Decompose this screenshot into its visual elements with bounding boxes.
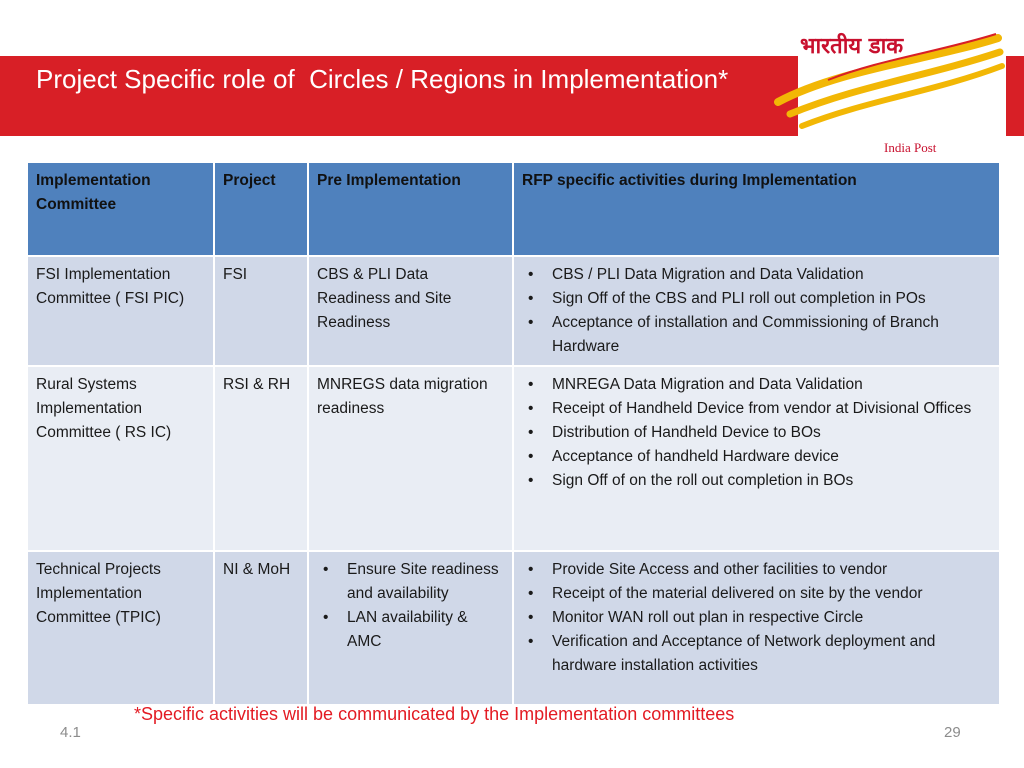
list-item: • Ensure Site readiness and availability bbox=[347, 558, 504, 606]
list-item: • Monitor WAN roll out plan in respective Circle bbox=[552, 606, 991, 630]
list-item: • Sign Off of on the roll out completion in BOs bbox=[552, 469, 991, 493]
list-item: • Distribution of Handheld Device to BOs bbox=[552, 421, 991, 445]
pre-implementation-cell: MNREGS data migration readiness bbox=[308, 366, 513, 551]
section-number: 4.1 bbox=[60, 724, 81, 741]
list-item: • LAN availability & AMC bbox=[347, 606, 504, 654]
logo-hindi-text: भारतीय डाक bbox=[800, 33, 904, 59]
table-row bbox=[27, 256, 1000, 366]
list-item: • Receipt of Handheld Device from vendor at Divisional Offices bbox=[552, 397, 991, 421]
committee-cell: Rural Systems Implementation Committee ( RS IC) bbox=[27, 366, 214, 551]
activities-cell bbox=[513, 366, 1000, 551]
table-header-row bbox=[27, 162, 1000, 256]
table-row bbox=[27, 366, 1000, 551]
project-cell: FSI bbox=[214, 256, 308, 366]
table-row bbox=[27, 551, 1000, 705]
activities-cell bbox=[513, 551, 1000, 705]
implementation-table bbox=[26, 161, 1001, 706]
header-rfp-activities: RFP specific activities during Implementation bbox=[513, 162, 1000, 256]
list-item: • Receipt of the material delivered on site by the vendor bbox=[552, 582, 991, 606]
list-item: • Provide Site Access and other facilities to vendor bbox=[552, 558, 991, 582]
list-item: • Verification and Acceptance of Network deployment and hardware installation activities bbox=[552, 630, 991, 678]
header-pre-implementation: Pre Implementation bbox=[308, 162, 513, 256]
slide-title: Project Specific role of Circles / Regions in Implementation* bbox=[36, 64, 729, 94]
header-project: Project bbox=[214, 162, 308, 256]
committee-cell: Technical Projects Implementation Committee (TPIC) bbox=[27, 551, 214, 705]
footnote: *Specific activities will be communicated by the Implementation committees bbox=[134, 704, 735, 724]
logo-english-text: India Post bbox=[884, 140, 937, 155]
header-committee: Implementation Committee bbox=[27, 162, 214, 256]
list-item: • CBS / PLI Data Migration and Data Validation bbox=[552, 263, 991, 287]
pre-implementation-cell: CBS & PLI Data Readiness and Site Readiness bbox=[308, 256, 513, 366]
list-item: • Acceptance of handheld Hardware device bbox=[552, 445, 991, 469]
project-cell: RSI & RH bbox=[214, 366, 308, 551]
committee-cell: FSI Implementation Committee ( FSI PIC) bbox=[27, 256, 214, 366]
pre-implementation-cell bbox=[308, 551, 513, 705]
page-number: 29 bbox=[944, 724, 961, 741]
list-item: • Acceptance of installation and Commissioning of Branch Hardware bbox=[552, 311, 991, 359]
list-item: • Sign Off of the CBS and PLI roll out completion in POs bbox=[552, 287, 991, 311]
activities-cell bbox=[513, 256, 1000, 366]
india-post-logo-icon bbox=[768, 30, 1008, 140]
list-item: • MNREGA Data Migration and Data Validation bbox=[552, 373, 991, 397]
project-cell: NI & MoH bbox=[214, 551, 308, 705]
